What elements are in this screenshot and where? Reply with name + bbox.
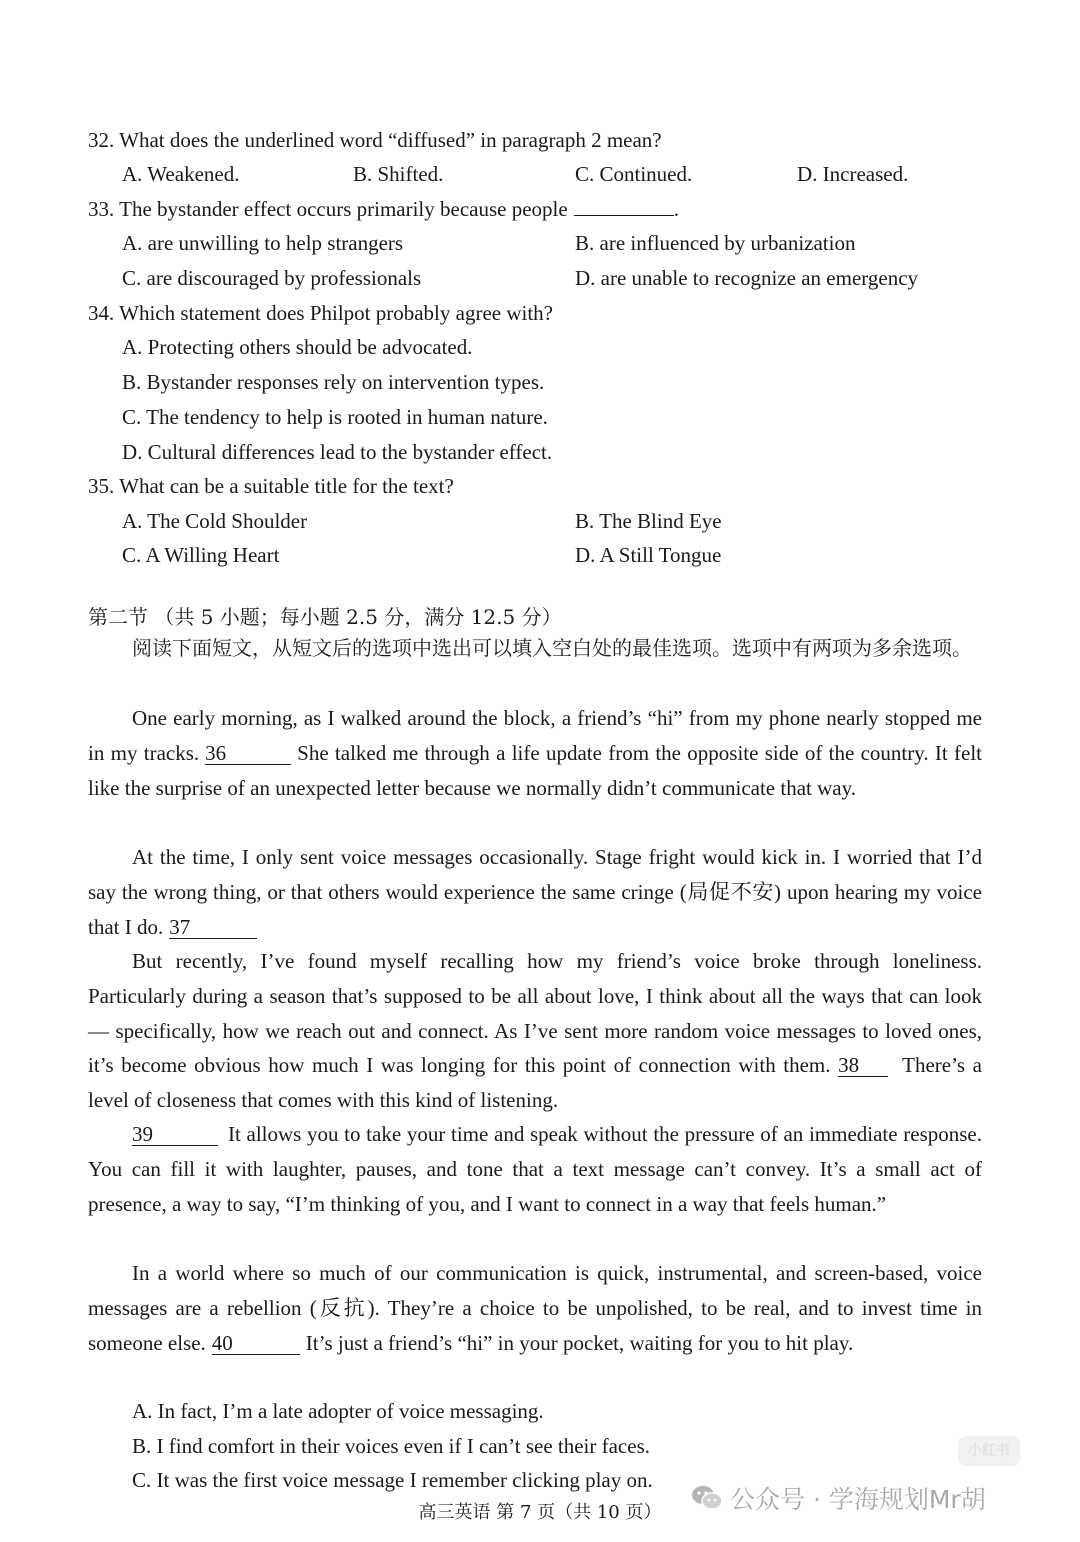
q35-option-a: A. The Cold Shoulder [122, 509, 308, 533]
page-footer: 高三英语 第 7 页（共 10 页） [418, 1502, 662, 1523]
section-instruction [88, 631, 982, 666]
blank-37: 37 [169, 916, 257, 939]
xiaohongshu-logo-watermark: 小红书 [958, 1436, 1020, 1466]
q33-option-a: A. are unwilling to help strangers [122, 231, 404, 255]
q35-option-c: C. A Willing Heart [122, 543, 280, 567]
section-instruction-text: 阅读下面短文，从短文后的选项中选出可以填入空白处的最佳选项。选项中有两项为多余选项。 [132, 636, 972, 660]
p5-text-a: In a world where so much of our communication is quick, instrumental, and screen-based, voice messages are a rebellion (反抗). They’re a choice to be unpolished, to be real, and to invest time in someone else. [88, 1261, 982, 1355]
q33-stem-end: . [673, 197, 679, 221]
q34-option-a: A. Protecting others should be advocated. [122, 335, 473, 359]
p1-text-a: One early morning, as I walked around the block, a friend’s “hi” from my phone nearly stopped me in my tracks. [88, 706, 982, 765]
q32-option-c: C. Continued. [575, 162, 693, 186]
q35-option-b: B. The Blind Eye [575, 509, 722, 533]
p5-text-b: It’s just a friend’s “hi” in your pocket, waiting for you to hit play. [305, 1330, 854, 1355]
watermark-text: 公众号 · 学海规划Mr胡 [730, 1485, 986, 1514]
q34-option-b: B. Bystander responses rely on intervention types. [122, 370, 545, 394]
p2-text-a: At the time, I only sent voice messages occasionally. Stage fright would kick in. I worried that I’d say the wrong thing, or that others would experience the same cringe (局促不安) upon hearing my voice that I do. [88, 845, 982, 939]
q32-option-b: B. Shifted. [353, 162, 444, 186]
q33-blank [574, 197, 674, 216]
q33-option-b: B. are influenced by urbanization [575, 231, 856, 255]
p3-text-b: There’s a level of closeness that comes with this kind of listening. [88, 1053, 983, 1113]
p1-text-b: She talked me through a life update from the opposite side of the country. It felt like the surprise of an unexpected letter because we normally didn’t communicate that way. [88, 740, 982, 800]
q34-stem: 34. Which statement does Philpot probably agree with? [88, 301, 554, 325]
blank-36: 36 [205, 742, 291, 765]
q33-stem: 33. The bystander effect occurs primarily because people [88, 197, 568, 221]
q35-stem: 35. What can be a suitable title for the text? [88, 474, 454, 498]
q35-option-d: D. A Still Tongue [575, 543, 722, 567]
passage-paragraph-3 [88, 944, 982, 1118]
p4-text-a: It allows you to take your time and speak without the pressure of an immediate response. You can fill it with laughter, pauses, and tone that a text message can’t convey. It’s a small act of presence, a way to say, “I’m thinking of you, and I want to connect in a way that feels human.” [88, 1122, 982, 1216]
passage-paragraph-2 [88, 840, 982, 944]
q34-option-c: C. The tendency to help is rooted in human nature. [122, 405, 548, 429]
q32-option-d: D. Increased. [797, 162, 909, 186]
blank-40: 40 [212, 1332, 300, 1355]
choice-b: B. I find comfort in their voices even if I can’t see their faces. [132, 1434, 650, 1458]
passage-paragraph-5 [88, 1256, 982, 1360]
blank-39: 39 [132, 1123, 218, 1146]
passage-paragraph-4 [88, 1117, 982, 1221]
p3-text-a: But recently, I’ve found myself recalling how my friend’s voice broke through loneliness. Particularly during a season that’s supposed to be all about love, I think about all the ways that can look — specifically, how we reach out and connect. As I’ve sent more random voice messages to loved ones, it’s become obvious how much I was longing for this point of connection with them. [88, 949, 982, 1078]
passage-paragraph-1 [88, 701, 982, 805]
blank-38: 38 [838, 1054, 888, 1077]
q33-option-c: C. are discouraged by professionals [122, 266, 422, 290]
section-heading: 第二节 （共 5 小题；每小题 2.5 分，满分 12.5 分） [88, 605, 562, 629]
choice-c: C. It was the first voice message I remember clicking play on. [132, 1468, 653, 1492]
choice-a: A. In fact, I’m a late adopter of voice messaging. [132, 1399, 544, 1423]
q32-option-a: A. Weakened. [122, 162, 240, 186]
q33-option-d: D. are unable to recognize an emergency [575, 266, 919, 290]
q34-option-d: D. Cultural differences lead to the bystander effect. [122, 440, 553, 464]
q32-stem: 32. What does the underlined word “diffused” in paragraph 2 mean? [88, 128, 662, 152]
q33-stem-line [88, 196, 679, 222]
